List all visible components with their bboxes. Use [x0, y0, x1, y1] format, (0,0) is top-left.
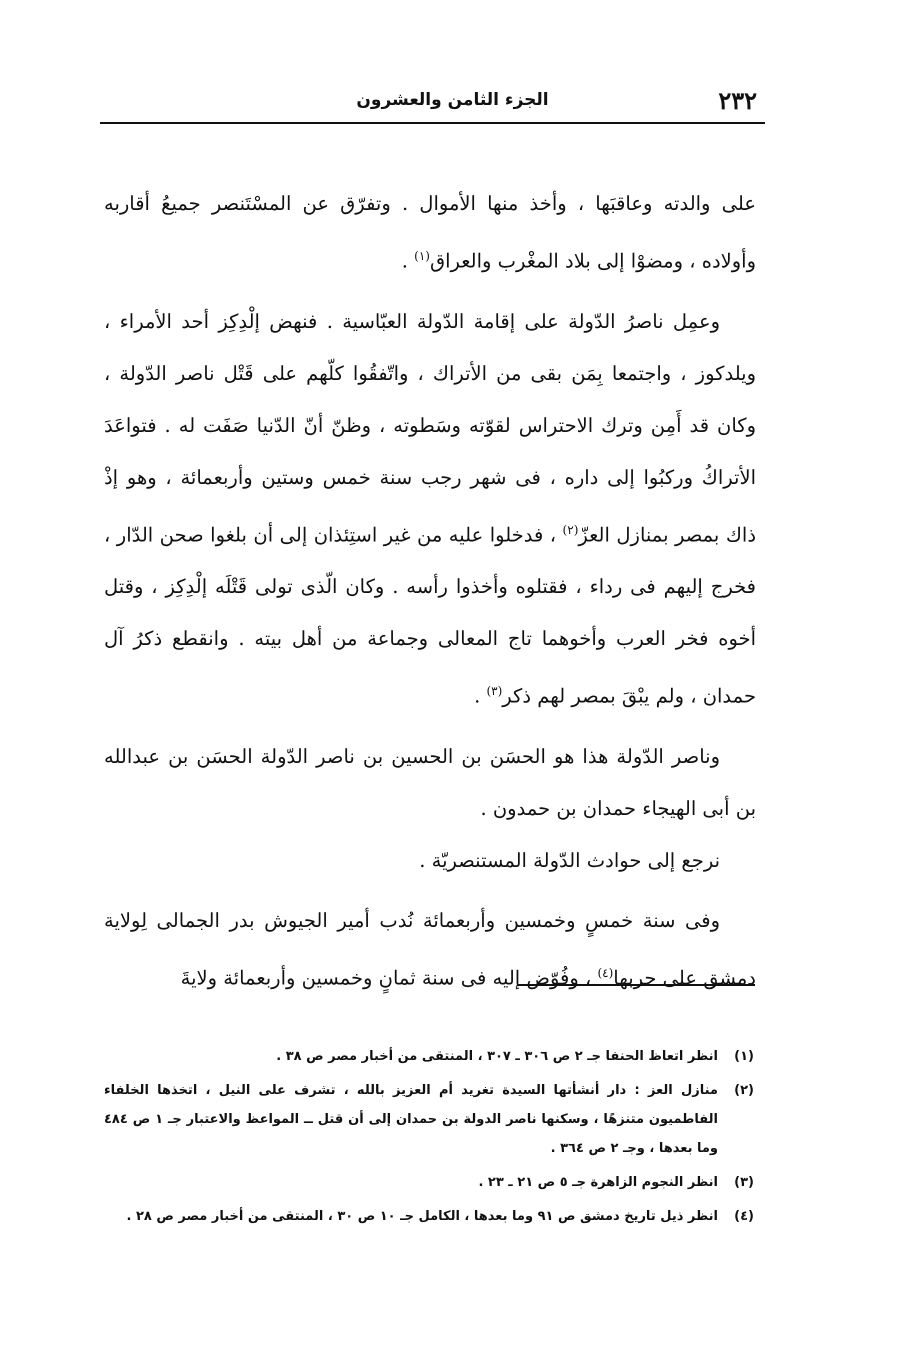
page-header — [100, 82, 765, 124]
main-text — [104, 178, 756, 1004]
paragraph — [104, 296, 756, 723]
footnote-text: انظر النجوم الزاهرة جـ ٥ ص ٢١ ـ ٢٣ . — [478, 1175, 718, 1190]
footnote-number: (١) — [734, 1049, 754, 1064]
paragraph-end: . — [401, 249, 415, 273]
footnote — [104, 1076, 754, 1163]
footnote-text: انظر ذيل تاريخ دمشق ص ٩١ وما بعدها ، الكامل جـ ١٠ ص ٣٠ ، المنتقى من أخبار مصر ص ٢٨ . — [126, 1209, 718, 1224]
paragraph — [104, 178, 756, 288]
footnote — [104, 1042, 754, 1071]
paragraph-text: وفى سنة خمسٍ وخمسين وأربعمائة نُدب أمير الجيوش بدر الجمالى لِولاية دمشق على حربها — [104, 908, 756, 989]
footnote-ref[interactable]: (١) — [414, 249, 430, 263]
footnote-number: (٣) — [734, 1175, 754, 1190]
footnote — [104, 1168, 754, 1197]
paragraph-end: . — [474, 684, 487, 708]
paragraph: نرجع إلى حوادث الدّولة المستنصريّة . — [419, 848, 720, 872]
running-title: الجزء الثامن والعشرون — [356, 90, 549, 110]
paragraph-text: ، وفُوّض إليه فى سنة ثمانٍ وخمسين وأربعمائة ولايةَ — [180, 966, 598, 989]
footnote-text: منازل العز : دار أنشأتها السيدة تغريد أم العزيز بالله ، تشرف على النيل ، اتخذها الخلفاء الفاطميون متنزهًا ، وسكنها ناصر الدولة بن حمدان إلى أن قتل ــ المواعظ والاعتبار جـ ١ ص ٤٨٤ وما بعدها ، وجـ ٢ ص ٣٦٤ . — [104, 1083, 718, 1156]
page-number: ٢٣٢ — [718, 86, 757, 115]
footnote-number: (٤) — [734, 1209, 754, 1224]
footnotes — [104, 1042, 754, 1236]
footnote — [104, 1202, 754, 1231]
footnote-ref[interactable]: (٤) — [597, 965, 614, 980]
footnote-number: (٢) — [734, 1083, 754, 1098]
footnote-separator — [517, 984, 755, 986]
footnote-ref[interactable]: (٣) — [486, 684, 503, 698]
footnote-text: انظر اتعاظ الحنفا جـ ٢ ص ٣٠٦ ـ ٣٠٧ ، المنتقى من أخبار مصر ص ٣٨ . — [276, 1049, 718, 1064]
paragraph-text: ، فدخلوا عليه من غير استِئذان إلى أن بلغوا صحن الدّار ، فخرج إليهم فى رداء ، فقتلوه وأخذوا رأسه . وكان الّذى تولى قَتْلَه إلْدِكِز ، وقتل أخوه فخر العرب وأخوهما تاج المعالى وجماعة من أهل بيته . وانقطع ذكرُ آل حمدان ، ولم يبْقَ بمصر لهم ذكر — [104, 523, 756, 708]
paragraph-text: وعمِل ناصرُ الدّولة على إقامة الدّولة العبّاسية . فنهض إلْدِكِز أحد الأمراء ، ويلدكوز ، واجتمعا بِمَن بقى من الأتراك ، واتّفقُوا كلّهم على قَتْل ناصر الدّولة ، وكان قد أَمِن وترك الاحتراس لقوّته وسَطوته ، وظنّ أنّ الدّنيا صَفَت له . فتواعَدَ الأتراكُ وركبُوا إلى داره ، فى شهر رجب سنة خمس وستين وأربعمائة ، وهو إذْ ذاك بمصر بمنازل العزّ — [104, 309, 757, 546]
paragraph-text: على والدته وعاقبَها ، وأخذ منها الأموال . وتفرّق عن المسْتَنصر جميعُ أقاربه وأولاده ، ومضوْا إلى بلاد المغْرب والعراق — [104, 192, 756, 273]
footnote-ref[interactable]: (٢) — [562, 522, 579, 537]
paragraph: وناصر الدّولة هذا هو الحسَن بن الحسين بن ناصر الدّولة الحسَن بن عبدالله بن أبى الهيجاء حمدان بن حمدون . — [104, 744, 756, 820]
paragraph — [104, 895, 756, 1005]
